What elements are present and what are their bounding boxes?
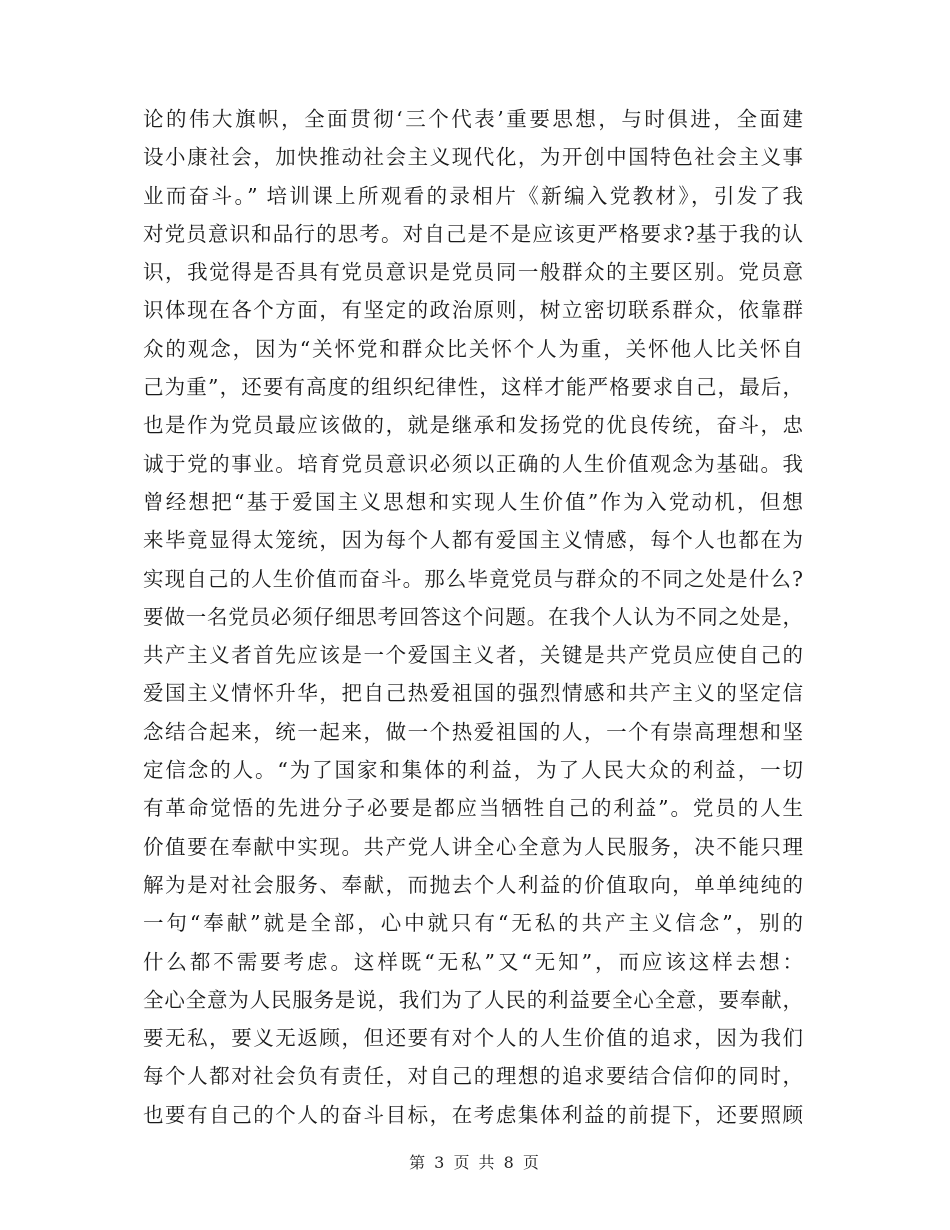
text-line: 每个人都对社会负有责任，对自己的理想的追求要结合信仰的同时， [143, 1064, 803, 1089]
text-line: 识体现在各个方面，有坚定的政治原则，树立密切联系群众，依靠群 [143, 298, 803, 323]
text-line: 爱国主义情怀升华，把自己热爱祖国的强烈情感和共产主义的坚定信 [143, 681, 803, 706]
text-line: 共产主义者首先应该是一个爱国主义者，关键是共产党员应使自己的 [143, 643, 803, 668]
text-line: 念结合起来，统一起来，做一个热爱祖国的人，一个有崇高理想和坚 [143, 719, 803, 744]
text-line: 要做一名党员必须仔细思考回答这个问题。在我个人认为不同之处是， [143, 604, 803, 629]
text-line: 众的观念，因为“关怀党和群众比关怀个人为重，关怀他人比关怀自 [143, 336, 803, 361]
text-line: 诚于党的事业。培育党员意识必须以正确的人生价值观念为基础。我 [143, 451, 803, 476]
text-line: 来毕竟显得太笼统，因为每个人都有爱国主义情感，每个人也都在为 [143, 528, 803, 553]
text-line: 要无私，要义无返顾，但还要有对个人的人生价值的追求，因为我们 [143, 1026, 803, 1051]
body-text [143, 100, 803, 1134]
text-line: 有革命觉悟的先进分子必要是都应当牺牲自己的利益”。党员的人生 [143, 796, 803, 821]
text-line: 也是作为党员最应该做的，就是继承和发扬党的优良传统，奋斗，忠 [143, 413, 803, 438]
text-line: 也要有自己的个人的奋斗目标，在考虑集体利益的前提下，还要照顾 [143, 1102, 803, 1127]
text-line: 己为重”，还要有高度的组织纪律性，这样才能严格要求自己，最后， [143, 375, 803, 400]
text-line: 论的伟大旗帜，全面贯彻‘三个代表’重要思想，与时俱进，全面建 [143, 107, 803, 131]
text-line: 实现自己的人生价值而奋斗。那么毕竟党员与群众的不同之处是什么? [143, 566, 803, 591]
text-line: 定信念的人。“为了国家和集体的利益，为了人民大众的利益，一切 [143, 758, 803, 783]
text-line: 曾经想把“基于爱国主义思想和实现人生价值”作为入党动机，但想 [143, 489, 803, 514]
text-line: 业而奋斗。” 培训课上所观看的录相片《新编入党教材》，引发了我 [143, 183, 803, 208]
text-line: 对党员意识和品行的思考。对自己是不是应该更严格要求?基于我的认 [143, 221, 803, 246]
text-line: 设小康社会，加快推动社会主义现代化，为开创中国特色社会主义事 [143, 145, 803, 170]
text-line: 识，我觉得是否具有党员意识是党员同一般群众的主要区别。党员意 [143, 260, 803, 285]
text-line: 全心全意为人民服务是说，我们为了人民的利益要全心全意，要奉献， [143, 987, 803, 1012]
text-line: 什么都不需要考虑。这样既“无私”又“无知”，而应该这样去想： [143, 949, 803, 974]
page-number-footer: 第 3 页 共 8 页 [409, 1153, 541, 1172]
text-line: 一句“奉献”就是全部，心中就只有“无私的共产主义信念”，别的 [143, 911, 803, 936]
text-line: 价值要在奉献中实现。共产党人讲全心全意为人民服务，决不能只理 [143, 834, 803, 859]
text-line: 解为是对社会服务、奉献，而抛去个人利益的价值取向，单单纯纯的 [143, 872, 803, 897]
